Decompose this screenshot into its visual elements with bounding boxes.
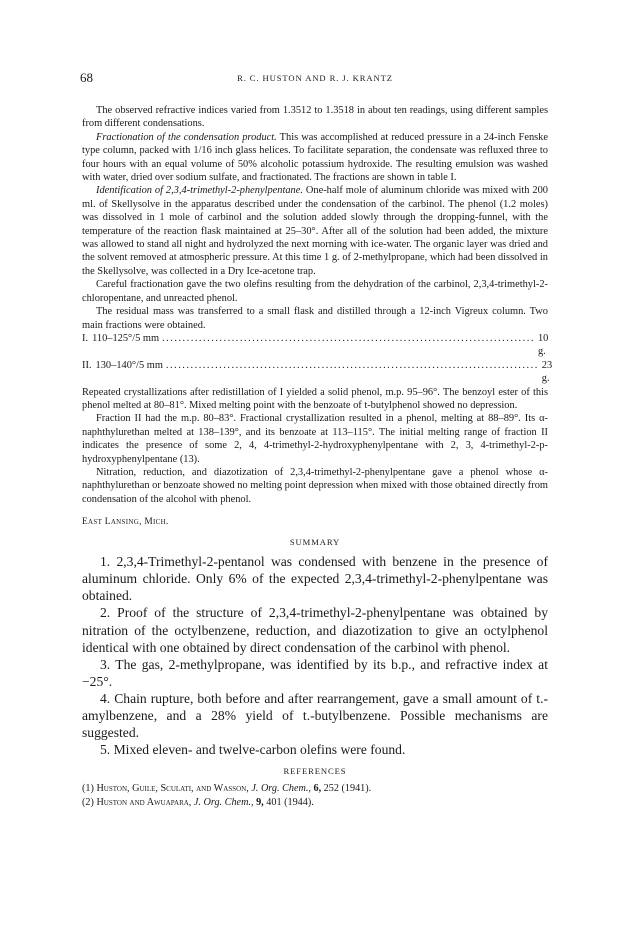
paragraph-heading: Identification of 2,3,4-trimethyl-2-phenylpentane. xyxy=(96,185,303,197)
paragraph-olefins: Careful fractionation gave the two olefins resulting from the dehydration of the carbinol, 2,3,4-trimethyl-2-chloropentane, and unreacted phenol. xyxy=(82,279,548,304)
paragraph-nitration: Nitration, reduction, and diazotization of 2,3,4-trimethyl-2-phenylpentane gave a phenol whose α-naphthylurethan or benzoate showed no melting point depression when mixed with those obtained directly from condensation of the alcohol with phenol. xyxy=(82,466,548,505)
paragraph-fraction-two: Fraction II had the m.p. 80–83°. Fractional crystallization resulted in a phenol, melting at 88–89°. Its α-naphthylurethan melted at 138–139°, and its benzoate at 113–115°. The initial melting range of fraction II indicates the presence of some 2, 4, 4-trimethyl-2-hydroxyphenylpentane with 2, 3, 4-trimethyl-2-p-hydroxyphenylpentane (13). xyxy=(82,413,548,465)
experimental-section xyxy=(82,104,553,506)
paragraph-crystallization: Repeated crystallizations after redistillation of I yielded a solid phenol, m.p. 95–96°. The benzoyl ester of this phenol melted at 80–81°. Mixed melting point with the benzoate of t-butylphenol showed no depression. xyxy=(82,386,548,411)
paragraph-text: One-half mole of aluminum chloride was mixed with 200 ml. of Skellysolve in the apparatus described under the condensation of the carbinol. The phenol (1.2 moles) was dissolved in 1 mole of carbinol and the solution added slowly through the dropping-funnel, with the temperature of the reaction flask maintained at 25–30°. After all of the solution had been added, the mixture was allowed to stand all night and hydrolyzed the next morning with ice-water. The organic layer was dried and the solvent removed at atmospheric pressure. At this time 1 g. of 2-methylpropane, which had been dissolved in the Skellysolve, was collected in a Dry Ice-acetone trap. xyxy=(82,185,548,277)
paragraph-heading: Fractionation of the condensation product. xyxy=(96,131,277,143)
running-head: R. C. HUSTON AND R. J. KRANTZ xyxy=(237,73,393,83)
references-heading: REFERENCES xyxy=(283,766,347,777)
summary-section xyxy=(82,553,548,758)
paragraph-text: This was accomplished at reduced pressure in a 24-inch Fenske type column, packed with 1/16 inch glass helices. To facilitate separation, the condensate was refluxed three to four hours with an equal volume of 50% alcoholic potassium hydroxide. The resulting emulsion was washed with water, dried over sodium sulfate, and fractionated. The fractions are shown in table I. xyxy=(82,131,548,184)
page-header xyxy=(80,70,550,88)
reference-pages: 401 (1944). xyxy=(266,797,314,809)
paragraph-residual-mass: The residual mass was transferred to a small flask and distilled through a 12-inch Vigreux column. Two main fractions were obtained. xyxy=(82,306,548,331)
page-body xyxy=(82,104,553,810)
fraction-label: I. xyxy=(82,332,89,344)
fraction-row xyxy=(82,332,548,359)
fraction-amount: 10 g. xyxy=(537,332,549,358)
fraction-amount: 23 g. xyxy=(541,359,553,385)
reference-authors: Huston, Guile, Sculati, and Wasson, xyxy=(96,783,249,795)
page-number: 68 xyxy=(80,70,93,85)
reference-number: (1) xyxy=(82,783,94,795)
fraction-row xyxy=(82,359,553,386)
fraction-label: II. xyxy=(82,359,92,371)
summary-item: 1. 2,3,4-Trimethyl-2-pentanol was condensed with benzene in the presence of aluminum chloride. Only 6% of the expected 2,3,4-trimethyl-2-phenylpentane was obtained. xyxy=(82,554,548,604)
reference-authors: Huston and Awuapara, xyxy=(96,797,192,809)
reference-journal: J. Org. Chem., xyxy=(251,783,311,795)
reference-volume: 9, xyxy=(256,797,264,809)
fraction-range: 130–140°/5 mm xyxy=(95,359,163,371)
reference-number: (2) xyxy=(82,797,94,809)
summary-item: 3. The gas, 2-methylpropane, was identified by its b.p., and refractive index at −25°. xyxy=(82,656,548,689)
paragraph-refractive-indices: The observed refractive indices varied from 1.3512 to 1.3518 in about ten readings, using different samples from different condensations. xyxy=(82,105,548,130)
reference-item xyxy=(82,782,548,796)
summary-item: 2. Proof of the structure of 2,3,4-trimethyl-2-phenylpentane was obtained by nitration of the octylbenzene, reduction, and diazotization to give an octylphenol identical with one obtained by direct condensation of the carbinol with phenol. xyxy=(82,605,548,655)
paragraph-identification xyxy=(82,184,548,278)
summary-heading: SUMMARY xyxy=(289,537,341,548)
reference-journal: J. Org. Chem., xyxy=(193,797,254,809)
fraction-range: 110–125°/5 mm xyxy=(92,332,160,344)
leader-dots: ........................................................................................... xyxy=(165,359,539,371)
reference-volume: 6, xyxy=(313,783,322,795)
summary-item: 5. Mixed eleven- and twelve-carbon olefins were found. xyxy=(100,742,406,758)
reference-item xyxy=(82,796,548,810)
reference-pages: 252 (1941). xyxy=(323,783,372,795)
references-list xyxy=(82,782,548,810)
author-location: East Lansing, Mich. xyxy=(82,517,169,528)
leader-dots: ........................................................................................... xyxy=(162,332,535,344)
summary-item: 4. Chain rupture, both before and after rearrangement, gave a small amount of t.-amylbenzene, and a 28% yield of t.-butylbenzene. Possible mechanisms are suggested. xyxy=(82,690,548,741)
paragraph-fractionation xyxy=(82,131,548,185)
